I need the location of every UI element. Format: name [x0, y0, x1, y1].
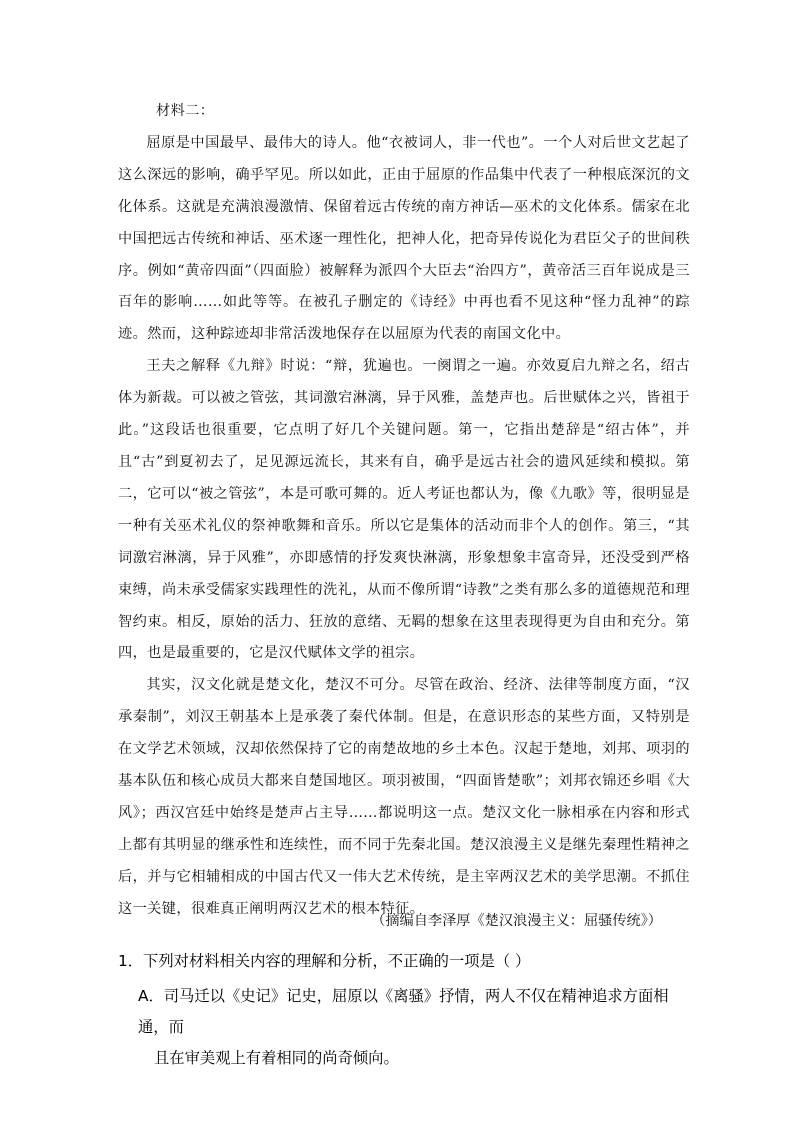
- option-a-line-1: A．司马迁以《史记》记史，屈原以《离骚》抒情，两人不仅在精神追求方面相通，而: [138, 987, 669, 1036]
- material-source: （摘编自李泽厚《楚汉浪漫主义：屈骚传统》）: [371, 913, 662, 929]
- material-body: [118, 96, 690, 926]
- material-paragraph-1: 屈原是中国最早、最伟大的诗人。他“衣被词人，非一代也”。一个人对后世文艺起了这么深远的影响，确乎罕见。所以如此，正由于屈原的作品集中代表了一种根底深沉的文化体系。这就是充满浪漫激情、保留着远古传统的南方神话—巫术的文化体系。儒家在北中国把远古传统和神话、巫术逐一理性化，把神人化，把奇异传说化为君臣父子的世间秩序。例如“黄帝四面”（四面脸）被解释为派四个大臣去“治四方”，黄帝活三百年说成是三百年的影响……如此等等。在被孔子删定的《诗经》中再也看不见这种“怪力乱神”的踪迹。然而，这种踪迹却非常活泼地保存在以屈原为代表的南国文化中。: [118, 134, 690, 343]
- option-a-line-2: 且在审美观上有着相同的尚奇倾向。: [154, 1049, 399, 1067]
- question-1: [118, 946, 698, 1074]
- question-stem: 1．下列对材料相关内容的理解和分析，不正确的一项是（ ）: [118, 952, 531, 970]
- option-a: [138, 981, 698, 1074]
- material-paragraph-2: 王夫之解释《九辩》时说：“辩，犹遍也。一阕谓之一遍。亦效夏启九辩之名，绍古体为新裁。可以被之管弦，其词激宕淋漓，异于风雅，盖楚声也。后世赋体之兴，皆祖于此。”这段话也很重要，它点明了好几个关键问题。第一，它指出楚辞是“绍古体”，并且“古”到夏初去了，足见源远流长，其来有自，确乎是远古社会的遗风延续和模拟。第二，它可以“被之管弦”，本是可歌可舞的。近人考证也都认为，像《九歌》等，很明显是一种有关巫术礼仪的祭神歌舞和音乐。所以它是集体的活动而非个人的创作。第三，“其词激宕淋漓，异于风雅”，亦即感情的抒发爽快淋漓，形象想象丰富奇异，还没受到严格束缚，尚未承受儒家实践理性的洗礼，从而不像所谓“诗教”之类有那么多的道德规范和理智约束。相反，原始的活力、狂放的意绪、无羁的想象在这里表现得更为自由和充分。第四，也是最重要的，它是汉代赋体文学的祖宗。: [118, 358, 690, 662]
- material-paragraph-3: 其实，汉文化就是楚文化，楚汉不可分。尽管在政治、经济、法律等制度方面，“汉承秦制”，刘汉王朝基本上是承袭了秦代体制。但是，在意识形态的某些方面，又特别是在文学艺术领域，汉却依然保持了它的南楚故地的乡土本色。汉起于楚地，刘邦、项羽的基本队伍和核心成员大都来自楚国地区。项羽被围，“四面皆楚歌”；刘邦衣锦还乡唱《大风》；西汉宫廷中始终是楚声占主导……都说明这一点。楚汉文化一脉相承在内容和形式上都有其明显的继承性和连续性，而不同于先秦北国。楚汉浪漫主义是继先秦理性精神之后，并与它相辅相成的中国古代又一伟大艺术传统，是主宰两汉艺术的美学思潮。不抓住这一关键，很难真正阐明两汉艺术的根本特征。: [118, 677, 690, 917]
- material-heading: 材料二：: [156, 103, 215, 119]
